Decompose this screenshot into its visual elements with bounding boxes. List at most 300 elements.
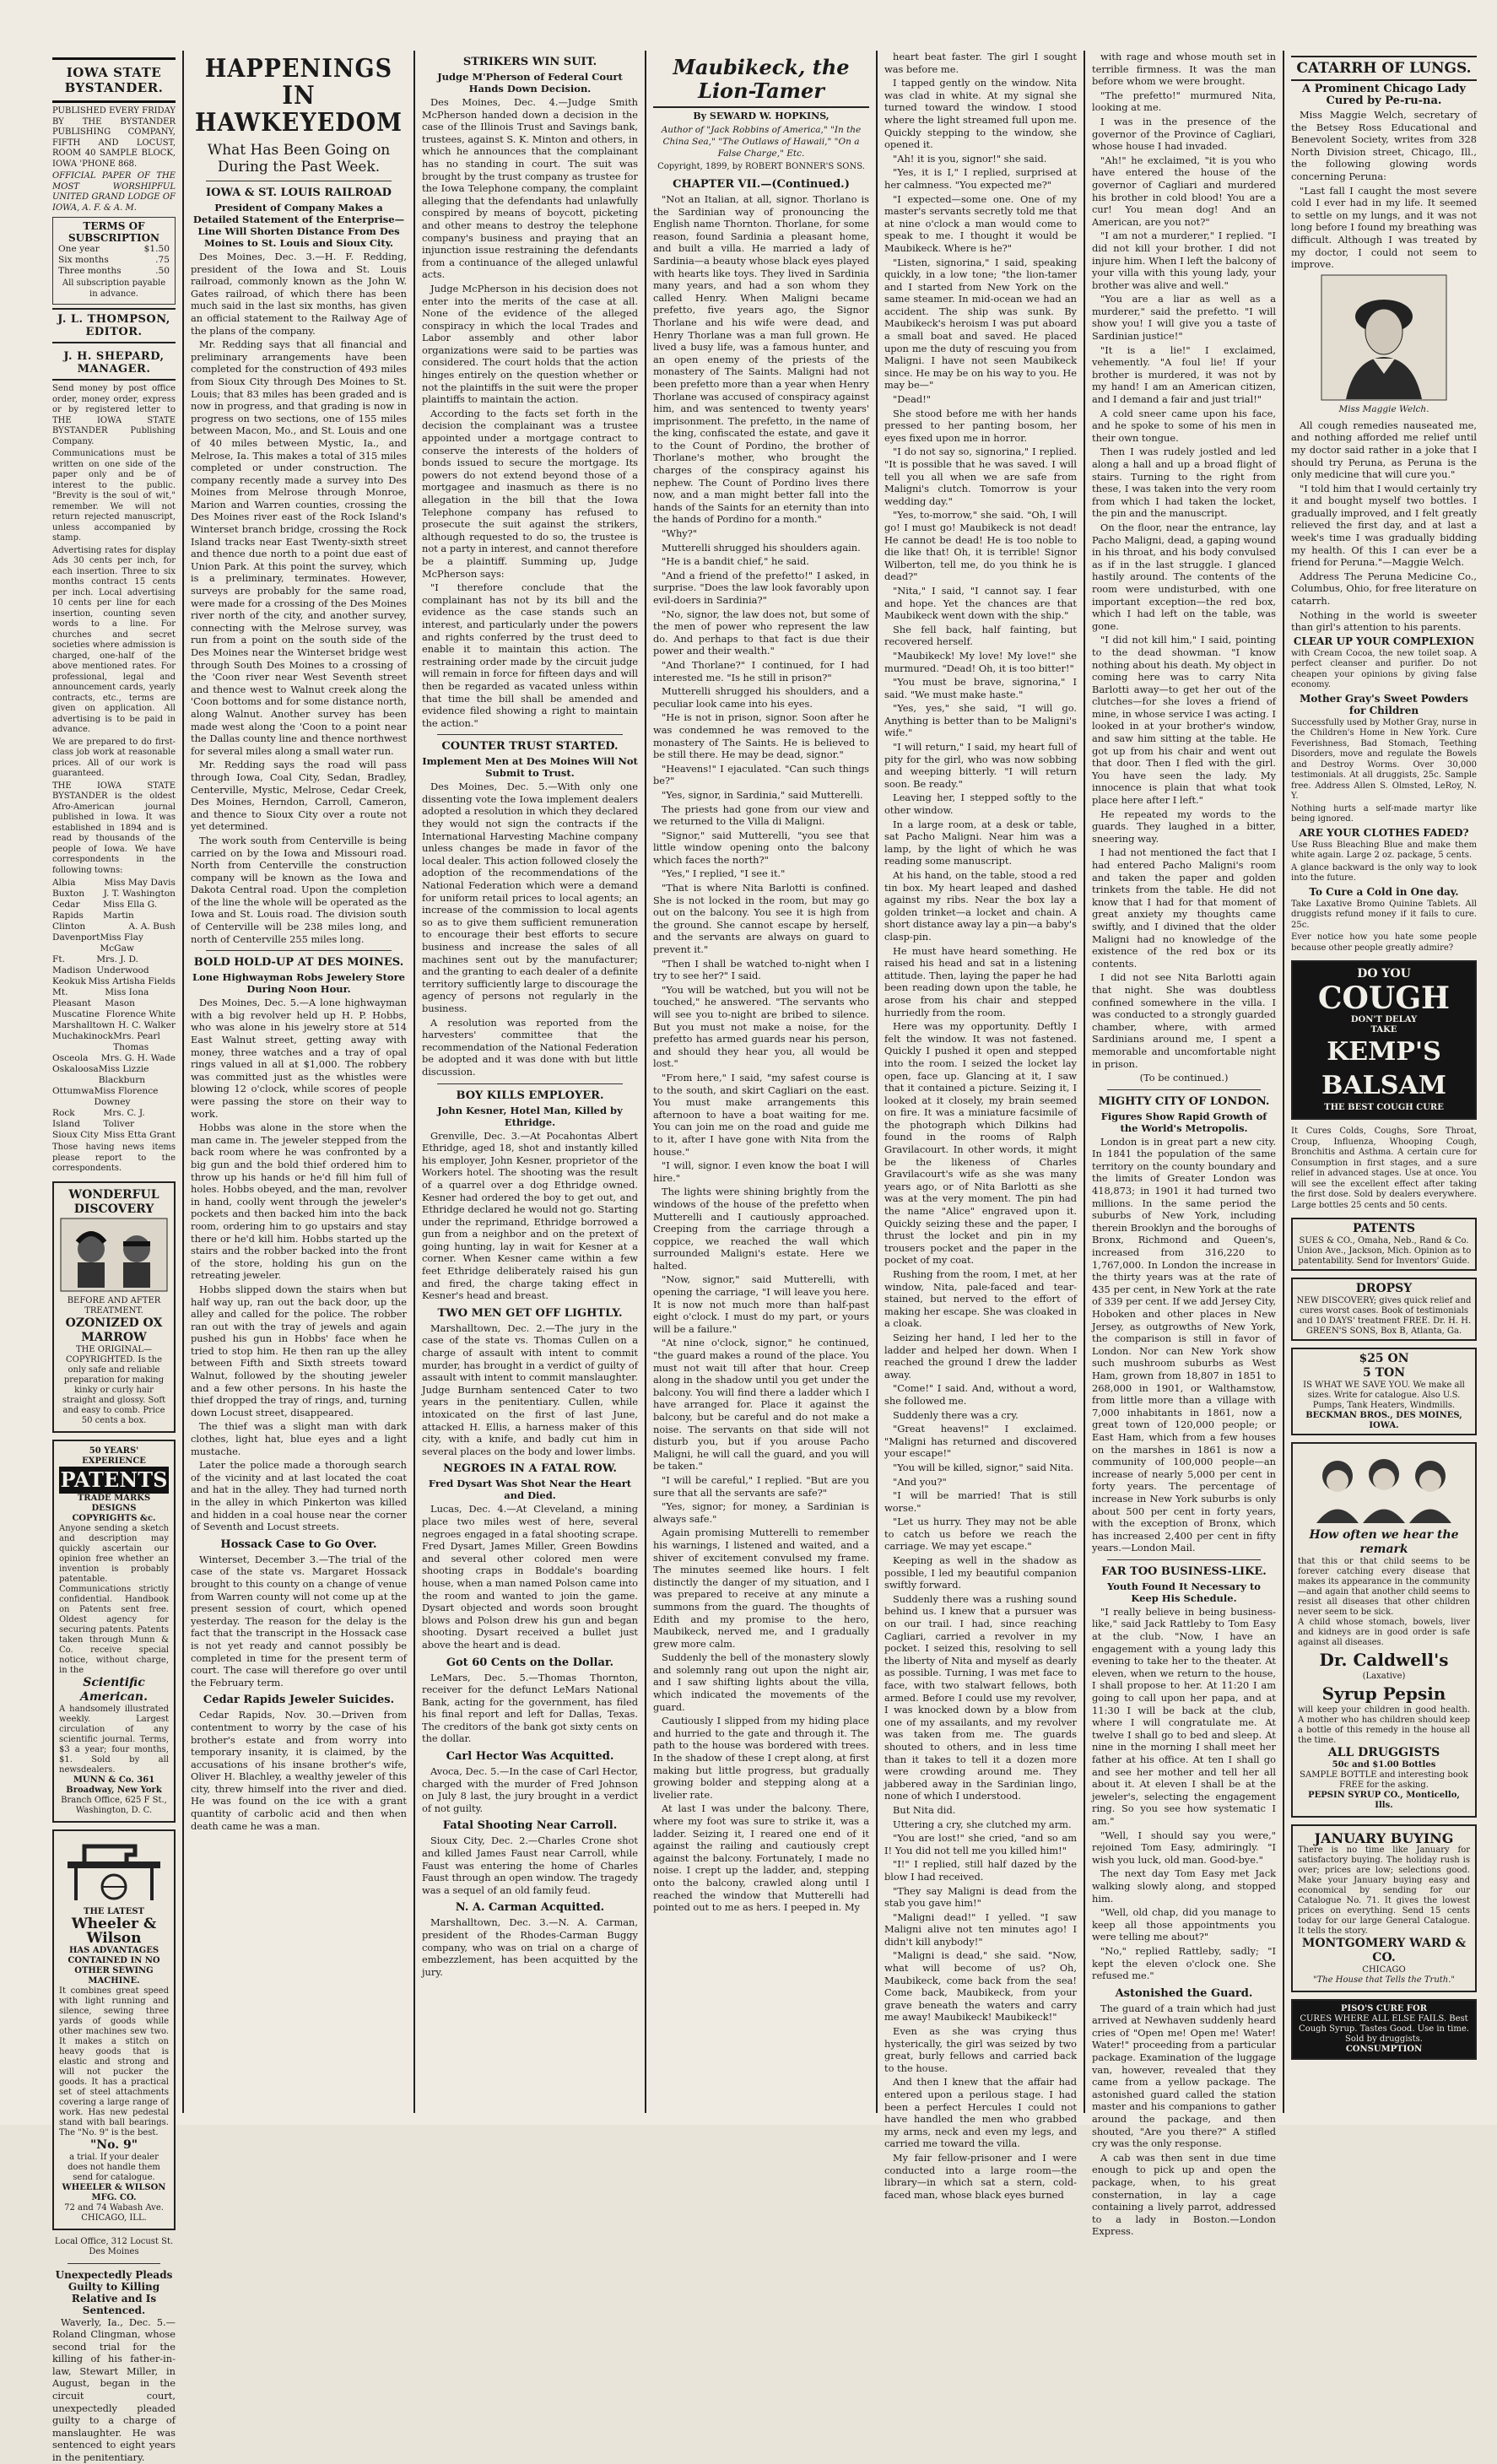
correspondent-row <box>52 921 176 932</box>
correspondent-town: Keokuk <box>52 976 86 986</box>
serial-paragraph: At last I was under the balcony. There, where my foot was sure to strike it, was a ladder. Seizing it, I reared one end of it against the railing and cautiously crept against the balcony. Fortunately, I made no noise. I crept up the ladder, and, stepping onto the balcony, crawled along until I reached the window that Mutterelli had pointed out to me as hers. I peeped in. My <box>653 1802 869 1914</box>
serial-paragraph: (To be continued.) <box>1139 1072 1229 1084</box>
notice-paragraph: We are prepared to do first-class job work at reasonable prices. All of our work is guaranteed. <box>52 737 176 778</box>
serial-paragraph: "I will be careful," I replied. "But are you sure that all the servants are safe?" <box>653 1473 869 1499</box>
column-4 <box>648 51 874 2113</box>
story-paragraph: Sioux City, Dec. 2.—Charles Crone shot and killed James Faust near Carroll, while Faust was entering the home of Charles Faust through an open window. The tragedy was a sequel of an old family feud. <box>422 1834 638 1896</box>
story-paragraph: Cedar Rapids, Nov. 30.—Driven from contentment to worry by the case of his brother's estate and from worry into temporary insanity, it is claimed, by the accusations of his insane brother's wife, Oliver H. Blachley, a wealthy jeweler of this city, threw himself into the river and died. He was found on the ice with a grant quantity of carbolic acid and then when death came he was a man. <box>191 1709 407 1832</box>
serial-paragraph: "You will be killed, signor," said Nita. <box>893 1461 1074 1473</box>
serial-paragraph: "I do not say so, signorina," I replied. "It is possible that he was saved. I will tell you all when we are safe from Maligni's clutch. Tomorrow is your wedding day." <box>884 446 1077 507</box>
correspondent-town: Marshalltown <box>52 1020 116 1030</box>
serial-paragraph: I tapped gently on the window. Nita was clad in white. At my signal she turned toward the window. I stood where the light streamed full upon me. Quickly stepping to the window, she opened it. <box>884 77 1077 151</box>
correspondent-town: Osceola <box>52 1053 89 1063</box>
serial-paragraph: "Great heavens!" I exclaimed. "Maligni has returned and discovered your escape!" <box>884 1423 1077 1460</box>
correspondent-name: Miss Flay McGaw <box>100 932 143 954</box>
column-rule <box>413 51 415 2113</box>
serial-paragraph: Even as she was crying thus hysterically, the girl was seized by two great, burly fellows and carried back to the house. <box>884 2025 1077 2074</box>
story-deck: Figures Show Rapid Growth of the World's Metropolis. <box>1100 1110 1267 1134</box>
story-paragraph: Mr. Redding says that all financial and preliminary arrangements have been completed for the construction of 493 miles from Sioux City through Des Moines to St. Louis; that 83 miles has been graded and is now in progress, and that grading is now in progress on two sections, one of 155 miles between Macon, Mo., and St. Louis and one of 40 miles between Mystic, Ia., and Melrose, Ia. This makes a total of 315 miles completed or under construction. The company recently made a survey into Des Moines from Melrose through Monroe, Marion and Warren counties, crossing the Des Moines river east of the Rock Island's Winterset branch bridge, crossing the Rock Island tracks near East Twenty-sixth street and thence due north to a point due east of Union Park. At this point the survey, which is a preliminary, terminates. However, surveys are probably for the same road, were made for a crossing of the Des Moines river north of the city, and another survey, connecting with the Melrose survey, was run from a point on the south side of the Des Moines near the Winterset bridge west through South Des Moines to a crossing of the 'Coon river near West Seventh street and thence west to Walnut creek along the 'Coon bottoms and for some distance north, along Walnut. Another survey has been made west along the 'Coon to a point near the Dallas county line and thence northwest for several miles along a small water run. <box>191 338 407 757</box>
correspondent-town: Cedar Rapids <box>52 900 84 921</box>
story-headline: MIGHTY CITY OF LONDON. <box>1098 1094 1270 1108</box>
correspondent-row <box>52 878 176 889</box>
ad-subhead: CLEAR UP YOUR COMPLEXION <box>1293 635 1475 647</box>
serial-paragraph: "Nita," I said, "I cannot say. I fear and hope. Yet the chances are that Maubikeck went down with the ship." <box>884 584 1077 622</box>
correspondent-town: Mt. Pleasant <box>52 987 91 1008</box>
column-1 <box>47 51 181 2464</box>
story-headline: N. A. Carman Acquitted. <box>455 1901 605 1915</box>
ad-line: CURES WHERE ALL ELSE FAILS. Best Cough Syrup. Tastes Good. Use in time. Sold by druggists. <box>1299 2014 1469 2045</box>
ad-deck: A Prominent Chicago Lady Cured by Pe-ru-na. <box>1302 83 1466 107</box>
story-paragraph: Mr. Redding says the road will pass through Iowa, Coal City, Sedan, Bradley, Centerville, Mystic, Melrose, Cedar Creek, Des Moines, Herndon, Carroll, Cameron, and thence to Sioux City over a route not yet determined. <box>191 759 407 833</box>
serial-paragraph: heart beat faster. The girl I sought was before me. <box>884 51 1077 75</box>
correspondent-name: Miss May Davis <box>104 878 176 888</box>
ad-paragraph: Miss Maggie Welch, secretary of the Betsey Ross Educational and Benevolent Society, writes from 328 North Division street, Chicago, Ill., the following glowing words concerning Peruna: <box>1291 109 1477 182</box>
serial-paragraph: A cold sneer came upon his face, and he spoke to some of his men in their own tongue. <box>1092 407 1276 444</box>
serial-byline-sub: Author of "Jack Robbins of America," "In the China Sea," "The Outlaws of Hawaii," "On a False Charge," Etc. <box>661 125 862 159</box>
ad-druggists: ALL DRUGGISTS <box>1327 1746 1440 1760</box>
terms-row: Six months .75 <box>58 255 170 265</box>
terms-note: All subscription payable in advance. <box>62 278 166 299</box>
section-headline: HAPPENINGS IN HAWKEYEDOM <box>195 54 403 138</box>
ad-paragraph: Address The Peruna Medicine Co., Columbus, Ohio, for free literature on catarrh. <box>1291 570 1477 608</box>
story-paragraph: Judge McPherson in his decision does not enter into the merits of the case at all. None of the evidence of the alleged conspiracy in which the local Trades and Labor assembly and other labor organizations were said to be parties was considered. The court holds that the action hinges entirely on the question whether or not the plaintiffs in the suit were the proper plaintiffs to maintain the action. <box>422 282 638 406</box>
serial-paragraph: "He is not in prison, signor. Soon after he was condemned he was removed to the monastery of The Saints. He is believed to be still there. He may be dead, signor." <box>653 711 869 761</box>
ad-patents-small <box>1291 1218 1477 1271</box>
correspondent-row <box>52 1020 176 1031</box>
copyright-note: Copyright, 1899, by ROBERT BONNER'S SONS. <box>657 162 865 171</box>
before-after-portrait-icon <box>59 1217 169 1293</box>
ad-price: $25 ON <box>1359 1352 1409 1366</box>
correspondent-town: Buxton <box>52 889 85 899</box>
ad-text: SUES & CO., Omaha, Neb., Rand & Co. Union Ave., Jackson, Mich. Opinion as to patentability. Send for Inventors' Guide. <box>1296 1236 1472 1267</box>
correspondent-row <box>52 1086 176 1108</box>
serial-paragraph: "Yes, it is I," I replied, surprised at her calmness. "You expected me?" <box>884 166 1077 191</box>
correspondent-name: H. C. Walker <box>118 1020 176 1030</box>
serial-paragraph: Uttering a cry, she clutched my arm. <box>893 1818 1072 1830</box>
serial-paragraph: "Yes," I replied, "I see it." <box>662 867 786 880</box>
serial-paragraph: "You are a liar as well as a murderer," said the prefetto. "I will show you! I will give you a taste of Sardinian justice!" <box>1092 293 1276 343</box>
correspondent-town: Ft. Madison <box>52 954 91 975</box>
serial-paragraph: Mutterelli shrugged his shoulders again. <box>662 541 861 554</box>
correspondent-town: Muchakinock <box>52 1031 114 1041</box>
serial-paragraph: "I did not kill him," I said, pointing to the dead showman. "I know nothing about his death. My object in coming here was to carry Nita Barlotti away—to get her out of the clutches—for she loves a friend of mine, in whose service I was acting. I looked in at your brother's window, and saw him sitting at the table. He got up from his chair and went out that door. Then I fled with the girl. You have seen the lady. My innocence is plain that what took place here after I left." <box>1092 634 1276 807</box>
ad-text: There is no time like January for satisfactory buying. The holiday rush is over; prices are low; selections good. Make your January buying easy and economical by sending for our Catalogue No. 71. It gives the lowest prices on everything. Send 15 cents today for our large General Catalogue. It tells the story. <box>1298 1845 1470 1937</box>
column-6 <box>1087 51 1281 2238</box>
ad-firm: BECKMAN BROS., DES MOINES, IOWA. <box>1305 1411 1462 1431</box>
ad-title: JANUARY BUYING <box>1314 1830 1454 1847</box>
correspondent-row <box>52 932 176 954</box>
masthead-title: IOWA STATE BYSTANDER. <box>52 57 176 103</box>
notice-paragraph: Advertising rates for display Ads 30 cents per inch, for each insertion. Three to six months contract 15 cents per inch. Local advertising 10 cents per line for each insertion, counting seven words to a line. For churches and secret societies where admission is charged, one-half of the above mentioned rates. For professional, legal and announcement cards, yearly contracts, etc., terms are given on application. All advertising is to be paid in advance. <box>52 545 176 734</box>
serial-paragraph: "Yes, signor; for money, a Sardinian is always safe." <box>653 1500 869 1525</box>
divider <box>206 950 392 951</box>
ad-address: 72 and 74 Wabash Ave. CHICAGO, ILL. <box>64 2202 164 2223</box>
correspondent-row <box>52 1064 176 1086</box>
story-paragraph: Waverly, Ia., Dec. 5.—Roland Clingman, whose second trial for the killing of his father-in-law, Stewart Miller, in August, began in the circuit court, unexpectedly pleaded guilty to a charge of manslaughter. He was sentenced to eight years in the penitentiary. <box>52 2315 176 2464</box>
ad-subhead: To Cure a Cold in One day. <box>1309 885 1459 898</box>
ad-line: BALSAM <box>1321 1071 1446 1101</box>
ad-paragraph: A glance backward is the only way to look into the future. <box>1291 862 1477 883</box>
story-headline: Unexpectedly Pleads Guilty to Killing Relative and Is Sentenced. <box>55 2268 173 2316</box>
story-paragraph: "I really believe in being business-like," said Jack Rattleby to Tom Easy at the club. "Now, I have an engagement with a young lady this evening to take her to the theater. At eleven, when we return to the house, I shall propose to her. At 11:20 I am going to call upon her papa, and at 11:30 I will be back at the club, where I will congratulate me. At twelve I shall go to bed and sleep. At nine in the morning I shall meet her father at his office. At ten I shall go and see her mother and tell her all about it. At eleven I shall be at the jeweler's, selecting the engagement ring. So you see how systematic I am." <box>1092 1605 1276 1827</box>
serial-paragraph: Cautiously I slipped from my hiding place and hurried to the gate and through it. The path to the house was bordered with trees. In the shadow of these I crept along, at first making but little progress, but gradually growing bolder and stepping along at a livelier rate. <box>653 1715 869 1801</box>
manager-name: J. H. SHEPARD, MANAGER. <box>52 347 176 381</box>
notice-paragraph: Communications must be written on one side of the paper only and be of interest to the public. "Brevity is the soul of wit," remember. We will not return rejected manuscript, unless accompanied by stamp. <box>52 449 176 543</box>
column-3 <box>417 51 643 2113</box>
children-illustration-icon <box>1300 1449 1468 1525</box>
story-deck: Lone Highwayman Robs Jewelery Store During Noon Hour. <box>192 971 405 996</box>
portrait-illustration-icon <box>1321 274 1447 401</box>
story-headline: Got 60 Cents on the Dollar. <box>446 1656 614 1669</box>
story-paragraph: Grenville, Dec. 3.—At Pocahontas Albert Ethridge, aged 18, shot and instantly killed his employer, John Kesner, proprietor of the Workers hotel. The shooting was the result of a quarrel over a dog Ethridge owned. Kesner had ordered the boy to get out, and Ethridge declared he would not go. Starting under the reprimand, Ethridge borrowed a gun from a neighbor and on the pretext of going hunting, lay in wait for Kesner at a corner. When Kesner came within a few feet Ethridge deliberately raised his gun and fired, the charge taking effect in Kesner's head and breast. <box>422 1129 638 1302</box>
story-paragraph: "Well, old chap, did you manage to keep all those appointments you were telling me about?" <box>1092 1906 1276 1943</box>
story-paragraph: A resolution was reported from the harvesters' committee that the recommendation of the National Federation be adopted and it was done with but little discussion. <box>422 1016 638 1078</box>
serial-paragraph: "Listen, signorina," I said, speaking quickly, in a low tone; "the lion-tamer and I started from New York on the same steamer. In mid-ocean we had an accident. The ship was sunk. By Maubikeck's heroism I was put aboard a small boat and saved. He placed upon me the duty of rescuing you from Maligni. I have not seen Maubikeck since. He may be on his way to you. He may be—" <box>884 256 1077 392</box>
serial-paragraph: He must have heard something. He raised his head and sat in a listening attitude. Then, laying the paper he had been reading down upon the table, he arose from his chair and stepped hurriedly from the room. <box>884 944 1077 1019</box>
serial-paragraph: Leaving her, I stepped softly to the other window. <box>884 792 1077 817</box>
serial-paragraph: Rushing from the room, I met, at her window, Nita, pale-faced and tear-stained, but nerved to the effort of making her escape. She was cloaked in a cloak. <box>884 1268 1077 1330</box>
column-rule <box>182 51 184 2113</box>
ad-paragraph: Take Laxative Bromo Quinine Tablets. All druggists refund money if it fails to cure. 25c. <box>1291 899 1477 930</box>
story-headline: BOLD HOLD-UP AT DES MOINES. <box>193 956 404 970</box>
ad-brand: Dr. Caldwell's <box>1319 1650 1449 1671</box>
story-paragraph: Marshalltown, Dec. 3.—N. A. Carman, president of the Rhodes-Carman Buggy company, who was on trial on a charge of embezzlement, has been acquitted by the jury. <box>422 1916 638 1978</box>
story-headline: NEGROES IN A FATAL ROW. <box>443 1462 617 1476</box>
serial-text-end <box>1092 51 1276 1084</box>
divider <box>1107 1559 1261 1560</box>
story-paragraph: Marshalltown, Dec. 2.—The jury in the case of the state vs. Thomas Cullen on a charge of assault with intent to commit murder, has brought in a verdict of guilty of assault with intent to commit manslaughter. Judge Burnham sentenced Cater to two years in the penitentiary. Cullen, while intoxicated on the first of last June, attacked H. Ellis, a harness maker of this city, with a knife, and badly cut him in several places on the body and lower limbs. <box>422 1321 638 1457</box>
ad-branch: Branch Office, 625 F St., Washington, D. C. <box>61 1795 167 1815</box>
serial-title: Maubikeck, the Lion-Tamer <box>653 56 869 108</box>
correspondent-row <box>52 900 176 921</box>
correspondent-town: Ottumwa <box>52 1086 95 1096</box>
serial-paragraph: "Maubikeck! My love! My love!" she murmured. "Dead! Oh, it is too bitter!" <box>884 649 1077 674</box>
ad-journal: Scientific American. <box>80 1675 148 1704</box>
portrait-caption: Miss Maggie Welch. <box>1338 403 1429 414</box>
ad-paragraph: It Cures Colds, Coughs, Sore Throat, Croup, Influenza, Whooping Cough, Bronchitis and Asthma. A certain cure for Consumption in first stages, and a sure relief in advanced stages. Use at once. You will see the excellent effect after taking the first dose. Sold by dealers everywhere. Large bottles 25 cents and 50 cents. <box>1291 1127 1477 1210</box>
serial-paragraph: She fell back, half fainting, but recovered herself. <box>884 623 1077 648</box>
correspondent-row <box>52 889 176 900</box>
ad-paragraph: Use Russ Bleaching Blue and make them white again. Large 2 oz. package, 5 cents. <box>1291 840 1477 861</box>
story-paragraph: The next day Tom Easy met Jack walking slowly along, and stopped him. <box>1092 1867 1276 1905</box>
ad-paragraph: All cough remedies nauseated me, and nothing afforded me relief until my doctor said rather in a joke that I should try Peruna, as Peruna is the only medicine that will cure you." <box>1291 419 1477 481</box>
story-headline: Carl Hector Was Acquitted. <box>446 1750 614 1764</box>
serial-paragraph: "That is where Nita Barlotti is confined. She is not locked in the room, but may go out on the balcony. You see it is high from the ground. She cannot escape by herself, and the servants are always on guard to prevent it." <box>653 882 869 956</box>
correspondent-row <box>52 1031 176 1053</box>
correspondent-name: J. T. Washington <box>103 889 176 899</box>
serial-paragraph: I did not see Nita Barlotti again that night. She was doubtless confined somewhere in the villa. I was conducted to a strongly guarded chamber, where, with armed Sardinians around me, I spent a memorable and uncomfortable night in prison. <box>1092 971 1276 1070</box>
story-paragraph: London is in great part a new city. In 1841 the population of the same territory on the county boundary and the limits of Greater London was 418,873; in 1901 it had turned two millions. In the same period the suburbs of New York, including therein Brooklyn and the boroughs of Bronx, Richmond and Queen's, increased from 316,220 to 1,767,000. In London the increase in the thirty years was at the rate of 435 per cent, in New York at the rate of 339 per cent. If we add Jersey City, Hoboken and other places in New Jersey, as outgrowths of New York, the comparison is still in favor of London. Nor can New York show such mushroom suburbs as West Ham, grown from 18,807 in 1851 to 268,000 in 1901, or Walthamstow, from little more than a village with 7,000 inhabitants in 1861, now a great town of 120,000 people; or East Ham, which from a few houses on the marshes in 1861 is now a community of 100,000 people—an increase of nearly 5,000 per cent in forty years. The percentage of increase in New York suburbs is only about 500 per cent in forty years, with the exception of Bronx, which has increased 2,400 per cent in fifty years.—London Mail. <box>1092 1135 1276 1554</box>
ad-product: OZONIZED OX MARROW <box>65 1316 163 1344</box>
correspondent-town: Rock Island <box>52 1108 80 1129</box>
correspondent-row <box>52 1053 176 1064</box>
correspondent-row <box>52 1130 176 1141</box>
story-paragraph: Hobbs was alone in the store when the man came in. The jeweler stepped from the back room where he was confronted by a big gun and the bold thief ordered him to throw up his hands or he'd fill him full of holes. Hobbs obeyed, and the man, revolver in hand, coolly went through the jeweler's pockets and then backed him into the back room, ordering him to go upstairs and stay there or he'd kill him. Hobbs started up the stairs and the robber backed into the front of the store, holding his gun on the retreating jeweler. <box>191 1121 407 1282</box>
serial-paragraph: "They say Maligni is dead from the stab you gave him!" <box>884 1884 1077 1910</box>
correspondent-town: Davenport <box>52 932 100 943</box>
ad-title: How often we hear the remark <box>1309 1528 1459 1557</box>
serial-paragraph: "Then I shall be watched to-night when I try to see her?" I said. <box>653 957 869 982</box>
ad-pisos-cure <box>1291 1999 1477 2060</box>
terms-row: Three months .50 <box>58 266 170 276</box>
ad-headline: CATARRH OF LUNGS. <box>1291 56 1477 81</box>
correspondent-name: Miss Florence Downey <box>94 1086 159 1107</box>
serial-paragraph: In a large room, at a desk or table, sat Pacho Maligni. Near him was a lamp, by the light of which he was reading some manuscript. <box>884 818 1077 867</box>
ad-caldwell-pepsin <box>1291 1442 1477 1818</box>
serial-paragraph: with rage and whose mouth set in terrible firmness. It was the man before whom we were brought. <box>1092 51 1276 88</box>
story-headline: FAR TOO BUSINESS-LIKE. <box>1101 1564 1267 1578</box>
serial-paragraph: "Signor," said Mutterelli, "you see that little window opening onto the balcony which faces the north?" <box>653 829 869 866</box>
ad-firm: MONTGOMERY WARD & CO. <box>1301 1937 1467 1965</box>
ad-tagline: "The House that Tells the Truth." <box>1312 1975 1456 1986</box>
notice-paragraph: THE IOWA STATE BYSTANDER is the oldest Afro-American journal published in Iowa. It was established in 1894 and is read by thousands of the people of Iowa. We have correspondents in the following towns: <box>52 781 176 875</box>
serial-paragraph: Suddenly there was a rushing sound behind us. I knew that a pursuer was on our trail. I had, since reaching Cagliari, carried a revolver in my pocket. I seized this, resolving to sell the liberty of Nita and myself as dearly as possible. Turning, I was met face to face, with two stalwart fellows, both armed. Before I could use my revolver, I was knocked down by a blow from one of my assailants, and my revolver was taken from me. The guards shouted to others, and in less time than it takes to tell it a dozen more were crowding around me. They jabbered away in the Sardinian lingo, none of which I understood. <box>884 1592 1077 1802</box>
serial-paragraph: "And Thorlane?" I continued, for I had interested me. "Is he still in prison?" <box>653 658 869 684</box>
serial-paragraph: Seizing her hand, I led her to the ladder and helped her down. When I reached the ground I drew the ladder away. <box>884 1331 1077 1381</box>
correspondent-name: Mrs. C. J. Toliver <box>103 1108 145 1129</box>
serial-paragraph: "Let us hurry. They may not be able to catch us before we reach the carriage. We may yet escape." <box>884 1516 1077 1553</box>
correspondent-name: Miss Lizzie Blackburn <box>98 1064 149 1085</box>
serial-paragraph: At his hand, on the table, stood a red tin box. My heart leaped and dashed against my ribs. Near the box lay a golden trinket—a locket and chain. A short distance away lay a pin—a baby's clasp-pin. <box>884 869 1077 943</box>
serial-paragraph: "You are lost!" she cried, "and so am I! You did not tell me you killed him!" <box>884 1832 1077 1856</box>
section-deck: What Has Been Going on During the Past Week. <box>207 142 391 176</box>
serial-paragraph: "You will be watched, but you will not be touched," he answered. "The servants who will see you to-night are bribed to silence. But you must not make a noise, for the prefetto has armed guards near his person, and should they hear you, all would be lost." <box>653 983 869 1070</box>
serial-paragraph: "Ah! it is you, signor!" she said. <box>893 152 1047 165</box>
ad-line: DO YOU <box>1357 967 1411 981</box>
ad-title: PATENTS <box>1352 1222 1416 1236</box>
story-paragraph: Lucas, Dec. 4.—At Cleveland, a mining place two miles west of here, several negroes engaged in a fatal shooting scrape. Fred Dysart, James Miller, Green Bowdins and several other colored men were shooting craps in Boddale's boarding house, when a man named Polson came into the room and wanted to join the game. Dysart objected and words soon brought blows and Polson drew his gun and began shooting. Dysart received a bullet just above the heart and is dead. <box>422 1503 638 1651</box>
story-paragraph: Des Moines, Dec. 5.—With only one dissenting vote the Iowa implement dealers adopted a resolution in which they declared they would not sign the contracts if the International Harvesting Machine company unless changes be made in favor of the local dealer. This action followed closely the adoption of the recommendations of the National Federation which were a demand for uniform retail prices to local agents; an increase of the commission to local agents so as to give them sufficient remuneration to encourage their best efforts to secure business and increase the sales of all machines sent out by the manufacturer; and the granting to each dealer of a definite territory sufficiently large to discourage the agency of persons not regularly in the business. <box>422 781 638 1014</box>
serial-paragraph: "And a friend of the prefetto!" I asked, in surprise. "Does the law look favorably upon evil-doers in Sardinia?" <box>653 569 869 606</box>
serial-paragraph: Keeping as well in the shadow as possible, I led my beautiful companion swiftly forward. <box>884 1554 1077 1591</box>
story-paragraph: Des Moines, Dec. 3.—H. F. Redding, president of the Iowa and St. Louis railroad, commonly known as the John W. Gates railroad, of which there has been much said in the last six months, has given an official statement to the Railway Age of the plans of the company. <box>191 251 407 337</box>
story-headline: Astonished the Guard. <box>1115 1986 1253 2000</box>
terms-row: One year $1.50 <box>58 244 170 254</box>
story-deck: Fred Dysart Was Shot Near the Heart and Died. <box>428 1478 632 1502</box>
ad-model: "No. 9" <box>90 2137 138 2152</box>
serial-paragraph: "Why?" <box>662 527 698 540</box>
ad-text: THE ORIGINAL—COPYRIGHTED. Is the only safe and reliable preparation for making kinky or curly hair straight and glossy. Soft and easy to comb. Price 50 cents a box. <box>62 1344 166 1425</box>
ad-side: TRADE MARKS DESIGNS COPYRIGHTS &c. <box>72 1493 156 1523</box>
ad-text: that this or that child seems to be forever catching every disease that makes its appearance in the community—and again that another child seems to resist all diseases that other children never seem to be sick. <box>1298 1557 1470 1618</box>
column-rule <box>876 51 878 2113</box>
story-paragraph: The guard of a train which had just arrived at Newhaven suddenly heard cries of "Open me! Open me! Water! Water!" proceeding from a particular package. Examination of the luggage van, however, revealed that they came from a yellow package. The astonished guard called the station master and his companions to gather around the package, and then shouted, "Are you there?" A stifled cry was the only response. <box>1092 2002 1276 2150</box>
correspondent-row <box>52 987 176 1009</box>
ad-brand: Syrup Pepsin <box>1321 1683 1446 1705</box>
serial-paragraph: "I am not a murderer," I replied. "I did not kill your brother. I did not injure him. When I left the balcony of your villa with this young lady, your brother was alive and well." <box>1092 230 1276 291</box>
terms-title: TERMS OF SUBSCRIPTION <box>68 220 160 244</box>
serial-paragraph: "I will return," I said, my heart full of pity for the girl, who was now sobbing and weeping bitterly. "I will return soon. Be ready." <box>884 741 1077 790</box>
serial-paragraph: And then I knew that the affair had entered upon a perilous stage. I had been a perfect Hercules I could not have handled the men who grabbed my arms, neck and even my legs, and carried me toward the villa. <box>884 2076 1077 2150</box>
serial-paragraph: "At nine o'clock, signor," he continued, "the guard makes a round of the place. You must not wait till after that hour. Creep along in the shadow until you get under the balcony. You will find there a ladder which I have arranged for. Place it against the balcony, but be careful and do not make a noise. The servants on that side will not disturb you, but if you arouse Pacho Maligni, he will call the guard, and you will be taken." <box>653 1337 869 1472</box>
ad-line: KEMP'S <box>1327 1037 1441 1067</box>
ad-title: PATENTS <box>60 1467 168 1492</box>
ad-patents <box>52 1440 176 1823</box>
ad-text: Anyone sending a sketch and description may quickly ascertain our opinion free whether an invention is probably patentable. Communications strictly confidential. Handbook on Patents sent free. Oldest agency for securing patents. Patents taken through Munn & Co. receive special notice, without charge, in the <box>59 1523 169 1675</box>
serial-paragraph: "Ah!" he exclaimed, "it is you who have entered the house of the governor of Cagliari and murdered his brother in cold blood! You are a cur! You mean dog! And an American, are you not?" <box>1092 154 1276 228</box>
story-paragraph: Later the police made a thorough search of the vicinity and at last located the coat and hat in the alley. They had turned north in the alley in which Pinkerton was killed and hidden in a coal house near the corner of Seventh and Locust streets. <box>191 1459 407 1533</box>
column-2 <box>186 51 412 2113</box>
serial-paragraph: "Not an Italian, at all, signor. Thorlano is the Sardinian way of pronouncing the English name Thornton. Thorlane, for some reason, found Sardinia a pleasant home, and built a villa. He married a lady of Sardinia—a beauty whose black eyes played with hearts like toys. They lived in Sardinia many years, and had a son whom they called Henry. When Maligni became prefetto, five years ago, the Signor Thorlane and his wife were dead, and Henry Thorlane was a man full grown. He lived a busy life, was a famous hunter, and an open enemy of the priests of the monastery of The Saints. Maligni had not been prefetto more than a year when Henry Thorlane was accused of conspiracy against him, and was sentenced to twenty years' imprisonment. The prefetto, in the name of the king, confiscated the estate, and gave it to the Count of Pordino, the brother of Thorlane's mother, who brought the charges of the conspiracy against his nephew. The Count of Pordino lives there now, and a man might better fall into the hands of the Saints for an eternity than into the hands of Pordino for a month." <box>653 193 869 526</box>
serial-paragraph: "Now, signor," said Mutterelli, with opening the carriage, "I will leave you here. It is now not much more than half-past eight o'clock. I must do my part, or yours will be a failure." <box>653 1273 869 1335</box>
subscription-terms <box>52 217 176 305</box>
correspondent-town: Oskaloosa <box>52 1064 99 1074</box>
ad-paragraph: with Cream Cocoa, the new toilet soap. A perfect cleanser and purifier. Do not cheapen your opinions by giving false economy. <box>1291 648 1477 690</box>
ad-paragraph: "I told him that I would certainly try it and bought myself two bottles. I gradually improved, and I felt greatly relieved the first day, and at last a week's time I was gradually bidding my health. Of this I can ever be a friend for Peruna."—Maggie Welch. <box>1291 482 1477 569</box>
editor-name: J. L. THOMPSON, EDITOR. <box>52 308 176 343</box>
ad-paragraph: Nothing hurts a self-made martyr like being ignored. <box>1291 803 1477 824</box>
serial-paragraph: I had not mentioned the fact that I had entered Pacho Maligni's room and taken the paper and golden trinkets from the table. He did not know that I had for that moment of great anxiety my thoughts came swiftly, and I divined that the older Maligni had no knowledge of the existence of the red box or its contents. <box>1092 846 1276 970</box>
story-headline: BOY KILLS EMPLOYER. <box>456 1089 604 1102</box>
ad-dropsy <box>1291 1278 1477 1341</box>
story-paragraph: Des Moines, Dec. 4.—Judge Smith McPherson handed down a decision in the case of the Illinois Trust and Savings bank, trustees, against S. K. Minton and others, in which he announces that the complainant has no standing in court. The suit was brought by the trust company as trustee for the Iowa Telephone company, the complaint alleging that the defendants had unlawfully conspired by means of boycott, picketing and other means to destroy the telephone company's business and praying that an injunction issue restraining the defendants from a continuance of the alleged unlawful acts. <box>422 96 638 281</box>
story-paragraph: "No," replied Rattleby, sadly; "I kept the eleven o'clock one. She refused me." <box>1092 1944 1276 1982</box>
story-paragraph: A cab was then sent in due time enough to pick up and open the package, when, to his great consternation, in lay a cage containing a lively parrot, addressed to a lady in Boston.—London Express. <box>1092 2151 1276 2238</box>
serial-paragraph: Mutterelli shrugged his shoulders, and a peculiar look came into his eyes. <box>653 685 869 710</box>
ad-sample: SAMPLE BOTTLE and interesting book FREE for the asking. <box>1300 1770 1468 1791</box>
serial-paragraph: "Maligni dead!" I yelled. "I saw Maligni alive not ten minutes ago! I didn't kill anybody!" <box>884 1910 1077 1948</box>
ad-paragraph: Ever notice how you hate some people because other people greatly admire? <box>1291 932 1477 953</box>
serial-paragraph: Then I was rudely jostled and led along a hall and up a broad flight of stairs. Turning to the right from these, I was taken into the very room from which I had taken the locket, the pin and the manuscript. <box>1092 446 1276 520</box>
serial-paragraph: "I will be married! That is still worse." <box>884 1489 1077 1514</box>
story-paragraph: "Well, I should say you were," rejoined Tom Easy, admiringly. "I wish you luck, old man. Good-bye." <box>1092 1829 1276 1866</box>
story-headline: STRIKERS WIN SUIT. <box>462 56 597 68</box>
serial-paragraph: "I!" I replied, still half dazed by the blow I had received. <box>884 1858 1077 1883</box>
correspondent-town: Sioux City <box>52 1130 99 1140</box>
ad-paragraph: Nothing in the world is sweeter than girl's attention to his parents. <box>1291 608 1477 634</box>
story-deck: John Kesner, Hotel Man, Killed by Ethridge. <box>437 1104 623 1128</box>
story-deck: President of Company Makes a Detailed Statement of the Enterprise—Line Will Shorten Distance From Des Moines to St. Louis and Sioux City. <box>192 202 405 249</box>
ad-wheeler-wilson <box>52 1829 176 2230</box>
official-note: OFFICIAL PAPER OF THE MOST WORSHIPFUL UNITED GRAND LODGE OF IOWA, A. F. & A. M. <box>52 171 176 213</box>
ad-subhead: ARE YOUR CLOTHES FADED? <box>1299 826 1469 839</box>
correspondent-name: Mrs. Pearl Thomas <box>113 1031 160 1052</box>
story-paragraph: "I therefore conclude that the complainant has not by its bill and the evidence as the case stands such an interest, and particularly under the powers and rights conferred by the trust deed to enable it to maintain this action. The restraining order made by the circuit judge will remain in force for fifteen days and will then be regarded as vacated unless within that time the bill shall be amended and evidence filed showing a right to maintain the action." <box>422 581 638 729</box>
story-headline: IOWA & ST. LOUIS RAILROAD <box>206 186 392 199</box>
story-headline: Fatal Shooting Near Carroll. <box>442 1819 618 1833</box>
notice-paragraph: Send money by post office order, money order, express or by registered letter to THE IOWA STATE BYSTANDER Publishing Company. <box>52 384 176 446</box>
ad-line: DON'T DELAY <box>1350 1015 1418 1025</box>
story-paragraph: The thief was a slight man with dark clothes, light hat, blue eyes and a light mustache. <box>191 1420 407 1457</box>
ad-top: THE LATEST <box>84 1906 144 1916</box>
ad-title: Wheeler & Wilson <box>71 1915 157 1947</box>
ad-kemps-balsam <box>1291 960 1477 1120</box>
serial-paragraph: Here was my opportunity. Deftly I felt the window. It was not fastened. Quickly I pushed it open and stepped into the room. I seized the locket lay open, face up. Glancing at it, I saw that it contained a picture. Seizing it, I looked at it closely, my brain seemed on fire. It was a miniature facsimile of the photograph which Dilkins had found in the rooms of Ralph Gravilacourt. In other words, it might be the likeness of Charles Gravilacourt's wife as she was many years ago, or of Nita Barlotti as she was at the very moment. The pin had the name "Alice" engraved upon it. Quickly seizing these and the paper, I thrust the locket and pin in my trousers pocket and the paper in the pocket of my coat. <box>884 1020 1077 1267</box>
serial-paragraph: "The prefetto!" murmured Nita, looking at me. <box>1092 89 1276 114</box>
ad-sub: HAS ADVANTAGES CONTAINED IN NO OTHER SEWING MACHINE. <box>68 1945 160 1986</box>
serial-paragraph: "I expected—some one. One of my master's servants secretly told me that at nine o'clock a man would come to speak to me. I thought it would be Maubikeck. Where is he?" <box>884 192 1077 254</box>
ad-title: DROPSY <box>1355 1282 1413 1296</box>
correspondent-row <box>52 954 176 976</box>
story-paragraph: LeMars, Dec. 5.—Thomas Thornton, receiver for the defunct LeMars National Bank, acting for the government, has filed his final report and left for Dallas, Texas. The creditors of the bank got sixty cents on the dollar. <box>422 1671 638 1745</box>
divider <box>1107 1089 1261 1090</box>
serial-paragraph: He repeated my words to the guards. They laughed in a bitter, sneering way. <box>1092 808 1276 845</box>
serial-paragraph: "He is a bandit chief," he said. <box>662 555 809 568</box>
ad-journal-text: A handsomely illustrated weekly. Largest circulation of any scientific journal. Terms, $3 a year; four months, $1. Sold by all newsdealers. <box>59 1704 169 1775</box>
serial-paragraph: Again promising Mutterelli to remember his warnings, I listened and waited, and a shiver of excitement convulsed my frame. The minutes seemed like hours. I felt distinctly the danger of my situation, and I was prepared to receive at any minute a summons from the guard. The thoughts of Edith and my promise to the hero, Maubikeck, nerved me, and I gradually grew more calm. <box>653 1526 869 1650</box>
serial-paragraph: The priests had gone from our view and we returned to the Villa di Maligni. <box>653 802 869 828</box>
serial-paragraph: I was in the presence of the governor of the Province of Cagliari, whose house I had invaded. <box>1092 115 1276 153</box>
correspondent-town: Muscatine <box>52 1009 100 1019</box>
ad-firm: PEPSIN SYRUP CO., Monticello, Ills. <box>1308 1791 1460 1811</box>
column-7 <box>1286 51 1482 2113</box>
serial-text <box>653 193 869 1914</box>
story-headline: Hossack Case to Go Over. <box>220 1537 377 1551</box>
correspondent-row <box>52 1108 176 1130</box>
divider <box>68 2263 160 2264</box>
ad-montgomery-ward <box>1291 1824 1477 1992</box>
correspondent-name: Miss Iona Mason <box>105 987 149 1008</box>
local-office: Local Office, 312 Locust St. Des Moines <box>54 2236 174 2256</box>
ad-text: IS WHAT WE SAVE YOU. We make all sizes. Write for catalogue. Also U.S. Pumps, Tank Heaters, Windmills. <box>1303 1381 1465 1411</box>
story-paragraph: The work south from Centerville is being carried on by the Iowa and Missouri road. North from Centerville the construction company will be known as the Iowa and Dakota Central road. Upon the completion of the line the whole will be operated as the Iowa and St. Louis road. The division south of Centerville will be 238 miles long, and north of Centerville 255 miles long. <box>191 834 407 945</box>
serial-paragraph: "Yes, signor, in Sardinia," said Mutterelli. <box>662 788 863 801</box>
serial-paragraph: "I will, signor. I even know the boat I will hire." <box>653 1159 869 1184</box>
ad-text: It combines great speed with light running and silence, sewing three yards of goods while other machines sew two. It makes a stitch on heavy goods that is elastic and strong and will not pucker the goods. It has a practical set of steel attachments covering a large range of work. Has new pedestal stand with ball bearings. The "No. 9" is the best. <box>59 1986 169 2137</box>
ad-line: TAKE <box>1370 1025 1397 1035</box>
ad-text: will keep your children in good health. A mother who has children should keep a bottle of this remedy in the house all the time. <box>1298 1705 1470 1746</box>
correspondent-name: Mrs. J. D. Underwood <box>96 954 149 975</box>
correspondent-name: Miss Etta Grant <box>103 1130 176 1140</box>
notice-paragraph: Those having news items please report to the correspondents. <box>52 1143 176 1173</box>
ad-line: PISO'S CURE FOR <box>1340 2004 1428 2014</box>
column-rule <box>1283 51 1284 2113</box>
serial-paragraph: "Heavens!" I ejaculated. "Can such things be?" <box>653 762 869 787</box>
correspondents-list <box>52 878 176 1141</box>
story-paragraph: Winterset, December 3.—The trial of the case of the state vs. Margaret Hossack brought to this county on a change of venue from Warren county will not come up at the present session of court, which opened yesterday. The reason for the delay is the fact that the transcript in the Hossack case is not yet ready and cannot possibly be completed in time for the present term of court. The case will therefore go over until the February term. <box>191 1553 407 1689</box>
ad-text: NEW DISCOVERY; gives quick relief and cures worst cases. Book of testimonials and 10 DAYS' treatment FREE. Dr. H. H. GREEN'S SONS, Box B, Atlanta, Ga. <box>1296 1296 1472 1337</box>
ad-trial: a trial. If your dealer does not handle them send for catalogue. <box>68 2152 160 2182</box>
ad-beckman-scales <box>1291 1348 1477 1435</box>
story-paragraph: According to the facts set forth in the decision the complainant was a trustee appointed under a mortgage contract to conserve the interests of the holders of bonds issued to secure the mortgage. Its powers do not extend beyond those of a mortgagee and inasmuch as there is no allegation in the bill that the Iowa Telephone company has refused to prosecute the suit against the strikers, although requested to do so, the trustee is not a party in interest, and cannot therefore be a plaintiff. Summing up, Judge McPherson says: <box>422 407 638 580</box>
serial-paragraph: "Dead!" <box>893 393 932 406</box>
ad-line: THE BEST COUGH CURE <box>1324 1103 1444 1113</box>
correspondent-town: Albia <box>52 878 76 888</box>
correspondent-name: Florence White <box>105 1009 176 1019</box>
serial-paragraph: "Maligni is dead," she said. "Now, what will become of us? Oh, Maubikeck, come back from the sea! Come back, Maubikeck, from your grave beneath the waters and carry me away! Maubikeck! Maubikeck!" <box>884 1949 1077 2024</box>
correspondent-row <box>52 1009 176 1020</box>
ad-price: 50c and $1.00 Bottles <box>1332 1760 1436 1770</box>
ad-paragraph: "Last fall I caught the most severe cold I ever had in my life. It seemed to settle on my lungs, and it was not long before I found my breathing was difficult. Although I was treated by my doctor, I could not seem to improve. <box>1291 184 1477 271</box>
serial-paragraph: "No, signor, the law does not, but some of the men of power who represent the law do. And perhaps to that fact is due their power and their wealth." <box>653 608 869 657</box>
serial-paragraph: "You must be brave, signorina," I said. "We must make haste." <box>884 676 1077 700</box>
serial-paragraph: "From here," I said, "my safest course is to the south, and skirt Cagliari on the east. You must make arrangements this afternoon to have a boat waiting for me. You can join me on the road and guide me to it, after I have gone with Nita from the house." <box>653 1071 869 1158</box>
serial-paragraph: On the floor, near the entrance, lay Pacho Maligni, dead, a gaping wound in his throat, and his body convulsed as if in the last struggle. I glanced hastily around. The contents of the room were undisturbed, with one important exception—the red box, which I had left on the table, was gone. <box>1092 521 1276 632</box>
story-paragraph: Avoca, Dec. 5.—In the case of Carl Hector, charged with the murder of Fred Johnson on July 8 last, the jury brought in a verdict of not guilty. <box>422 1765 638 1814</box>
ad-top: 50 YEARS' EXPERIENCE <box>82 1445 146 1466</box>
ad-city: CHICAGO <box>1362 1965 1406 1975</box>
serial-paragraph: "It is a lie!" I exclaimed, vehemently. "A foul lie! If your brother is murdered, it was not by my hand! I am an American citizen, and I demand a fair and just trial!" <box>1092 343 1276 406</box>
ad-line: CONSUMPTION <box>1345 2045 1423 2055</box>
correspondent-row <box>52 976 176 987</box>
serial-paragraph: Suddenly there was a cry. <box>893 1408 1019 1421</box>
column-5 <box>879 51 1082 2201</box>
ad-caption: BEFORE AND AFTER TREATMENT. <box>67 1295 161 1316</box>
publisher-note: PUBLISHED EVERY FRIDAY BY THE BYSTANDER PUBLISHING COMPANY, FIFTH AND LOCUST, ROOM 40 SAMPLE BLOCK, IOWA 'PHONE 868. <box>52 106 176 169</box>
story-paragraph: Hobbs slipped down the stairs when but half way up, ran out the back door, up the alley and called for the police. The robber ran out with the tray of jewels and again pushed his gun in Hobbs' face when he tried to stop him. He then ran up the alley between Fifth and Sixth streets toward Walnut, followed by the shouting jeweler and a few other persons. In his haste the thief dropped the tray of rings, and, turning down Locust street, disappeared. <box>191 1283 407 1418</box>
serial-paragraph: She stood before me with her hands pressed to her panting bosom, her eyes fixed upon me in horror. <box>884 407 1077 444</box>
correspondent-name: A. A. Bush <box>128 921 176 932</box>
ad-title: WONDERFUL DISCOVERY <box>68 1187 159 1216</box>
serial-text-continued <box>884 51 1077 2201</box>
serial-paragraph: "Come!" I said. And, without a word, she followed me. <box>884 1382 1077 1407</box>
correspondent-name: Miss Ella G. Martin <box>103 900 158 921</box>
divider <box>437 734 623 735</box>
ad-paragraph: Successfully used by Mother Gray, nurse in the Children's Home in New York. Cure Feverishness, Bad Stomach, Teething Disorders, move and regulate the Bowels and Destroy Worms. Over 30,000 testimonials. At all druggists, 25c. Sample free. Address Allen S. Olmsted, LeRoy, N. Y. <box>1291 717 1477 802</box>
serial-paragraph: "Yes, to-morrow," she said. "Oh, I will go! I must go! Maubikeck is not dead! He cannot be dead! He is too noble to die like that! Oh, it is terrible! Signor Wilberton, tell me, do you think he is dead?" <box>884 509 1077 583</box>
ad-brand-sub: (Laxative) <box>1362 1672 1406 1682</box>
column-rule <box>1084 51 1085 2113</box>
